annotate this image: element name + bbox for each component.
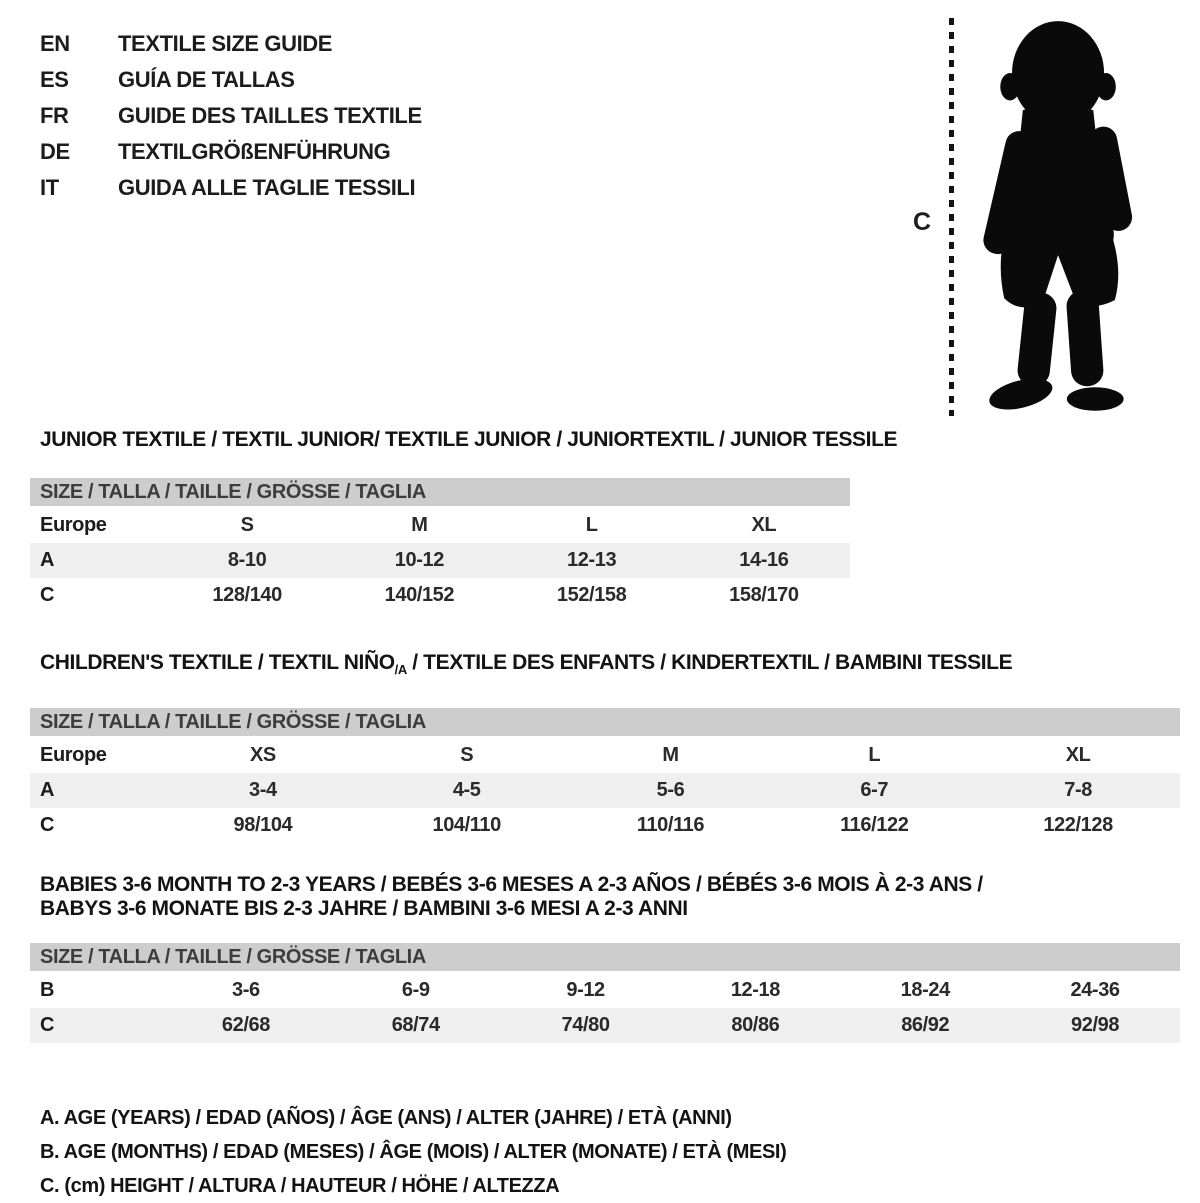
table-row-a xyxy=(30,543,850,578)
language-list xyxy=(40,26,422,206)
language-label: TEXTILE SIZE GUIDE xyxy=(118,31,333,56)
size-cell: XL xyxy=(751,514,777,536)
size-cell: 5-6 xyxy=(656,779,685,801)
row-label: C xyxy=(40,1014,55,1036)
size-cell: 12-18 xyxy=(730,979,780,1001)
table-row-c xyxy=(30,808,1180,843)
table-header: SIZE / TALLA / TAILLE / GRÖSSE / TAGLIA xyxy=(30,943,1180,971)
size-cell: M xyxy=(411,514,428,536)
size-table xyxy=(30,738,1180,843)
language-label: TEXTILGRÖßENFÜHRUNG xyxy=(118,139,391,164)
size-cell: 110/116 xyxy=(636,814,705,836)
height-dashed-line xyxy=(949,18,954,416)
section-junior-textile xyxy=(30,428,1180,613)
row-label: Europe xyxy=(40,744,107,766)
footnote: A. AGE (YEARS) / EDAD (AÑOS) / ÂGE (ANS) / ALTER (JAHRE) / ETÀ (ANNI) xyxy=(40,1107,732,1129)
table-row-a xyxy=(30,773,1180,808)
size-cell: XS xyxy=(249,744,276,766)
size-cell: S xyxy=(240,514,254,536)
language-code: EN xyxy=(40,31,70,56)
size-cell: 3-6 xyxy=(232,979,260,1001)
section-title-segment: / TEXTILE DES ENFANTS / KINDERTEXTIL / BAMBINI TESSILE xyxy=(406,651,1013,674)
size-cell: 122/128 xyxy=(1043,814,1113,836)
row-label: A xyxy=(40,779,55,801)
table-header: SIZE / TALLA / TAILLE / GRÖSSE / TAGLIA xyxy=(30,708,1180,736)
size-cell: 152/158 xyxy=(556,584,627,606)
size-cell: 86/92 xyxy=(901,1014,950,1036)
size-cell: 18-24 xyxy=(900,979,950,1001)
table-row-europe xyxy=(30,508,850,543)
size-cell: XL xyxy=(1065,744,1091,766)
row-label: Europe xyxy=(40,514,107,536)
size-cell: 3-4 xyxy=(249,779,277,801)
table-row-c xyxy=(30,1008,1180,1043)
size-cell: 158/170 xyxy=(729,584,799,606)
size-cell: L xyxy=(868,744,881,766)
row-label: B xyxy=(40,979,55,1001)
size-cell: 104/110 xyxy=(432,814,501,836)
size-cell: 68/74 xyxy=(391,1014,440,1036)
size-cell: 80/86 xyxy=(731,1014,780,1036)
height-measure-label: C xyxy=(913,208,932,236)
size-cell: 6-9 xyxy=(401,979,430,1001)
size-cell: 8-10 xyxy=(227,549,267,571)
table-row-europe xyxy=(30,738,1180,773)
section-babies-textile xyxy=(30,873,1180,1043)
size-cell: M xyxy=(662,744,679,766)
footnote: C. (cm) HEIGHT / ALTURA / HAUTEUR / HÖHE / ALTEZZA xyxy=(40,1175,560,1197)
size-cell: 62/68 xyxy=(221,1014,270,1036)
section-childrens-textile xyxy=(30,651,1180,843)
size-cell: 140/152 xyxy=(384,584,455,606)
language-code: IT xyxy=(40,175,59,200)
size-sections xyxy=(30,428,1180,1203)
size-cell: 92/98 xyxy=(1071,1014,1120,1036)
language-code: FR xyxy=(40,103,69,128)
size-cell: 128/140 xyxy=(212,584,282,606)
row-label: A xyxy=(40,549,55,571)
language-label: GUIDA ALLE TAGLIE TESSILI xyxy=(118,175,416,200)
size-table-block xyxy=(30,708,1180,843)
size-cell: 12-13 xyxy=(567,549,617,571)
row-label: C xyxy=(40,814,55,836)
row-label: C xyxy=(40,584,55,606)
size-cell: 7-8 xyxy=(1064,779,1092,801)
size-cell: 6-7 xyxy=(860,779,889,801)
size-table xyxy=(30,508,850,613)
language-label: GUÍA DE TALLAS xyxy=(118,67,295,92)
footnote: B. AGE (MONTHS) / EDAD (MESES) / ÂGE (MOIS) / ALTER (MONATE) / ETÀ (MESI) xyxy=(40,1141,787,1163)
footnotes xyxy=(40,1101,1180,1203)
size-cell: 116/122 xyxy=(840,814,909,836)
table-row-b xyxy=(30,973,1180,1008)
section-title-segment: /A xyxy=(394,662,407,677)
section-title xyxy=(40,651,1180,682)
size-cell: 98/104 xyxy=(233,814,293,836)
language-code: DE xyxy=(40,139,70,164)
size-table-block xyxy=(30,478,850,613)
section-title-segment: CHILDREN'S TEXTILE / TEXTIL NIÑO xyxy=(40,651,395,674)
language-code: ES xyxy=(40,67,69,92)
section-title-segment: BABIES 3-6 MONTH TO 2-3 YEARS / BEBÉS 3-6 MESES A 2-3 AÑOS / BÉBÉS 3-6 MOIS À 2-3 ANS / xyxy=(40,873,983,896)
section-title-segment: BABYS 3-6 MONATE BIS 2-3 JAHRE / BAMBINI 3-6 MESI A 2-3 ANNI xyxy=(40,897,688,920)
height-figure xyxy=(905,10,1185,424)
size-cell: 10-12 xyxy=(394,549,444,571)
size-cell: 74/80 xyxy=(561,1014,610,1036)
size-table-block xyxy=(30,943,1180,1043)
size-cell: 9-12 xyxy=(566,979,605,1001)
section-title xyxy=(40,428,1180,452)
size-cell: S xyxy=(460,744,474,766)
table-header: SIZE / TALLA / TAILLE / GRÖSSE / TAGLIA xyxy=(30,478,850,506)
toddler-silhouette-icon xyxy=(967,10,1153,418)
size-cell: L xyxy=(585,514,598,536)
table-row-c xyxy=(30,578,850,613)
section-title xyxy=(40,873,1180,921)
language-label: GUIDE DES TAILLES TEXTILE xyxy=(118,103,422,128)
size-cell: 24-36 xyxy=(1070,979,1120,1001)
size-cell: 4-5 xyxy=(452,779,481,801)
size-cell: 14-16 xyxy=(739,549,789,571)
section-title-segment: JUNIOR TEXTILE / TEXTIL JUNIOR/ TEXTILE JUNIOR / JUNIORTEXTIL / JUNIOR TESSILE xyxy=(40,428,898,451)
size-table xyxy=(30,973,1180,1043)
